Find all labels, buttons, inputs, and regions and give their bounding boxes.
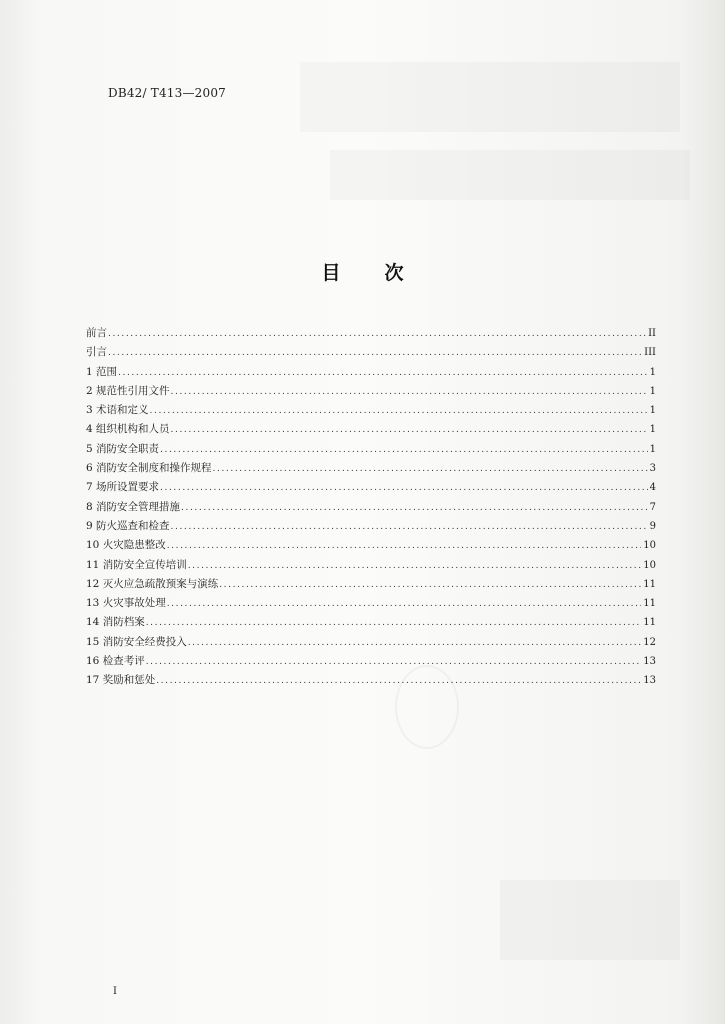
toc-entry[interactable] (86, 363, 656, 382)
toc-entry[interactable] (86, 440, 656, 459)
toc-entry-page: 7 (649, 501, 656, 513)
toc-entry-page: 11 (643, 617, 656, 629)
leader-dots (156, 672, 641, 690)
toc-entry-label: 14 消防档案 (86, 616, 145, 629)
toc-entry[interactable] (86, 420, 656, 439)
page-number: I (113, 986, 117, 997)
toc-entry-page: 9 (649, 520, 656, 532)
toc-entry-page: 4 (649, 482, 656, 494)
toc-entry-page: 10 (643, 540, 656, 552)
toc-entry[interactable] (86, 671, 656, 690)
leader-dots (150, 402, 648, 420)
toc-entry-page: 10 (643, 559, 656, 571)
toc-entry-page: 3 (649, 463, 656, 475)
toc-entry[interactable] (86, 459, 656, 478)
toc-entry[interactable] (86, 536, 656, 555)
toc-title (0, 258, 725, 285)
toc-entry-label: 16 检查考评 (86, 655, 145, 668)
leader-dots (181, 499, 648, 517)
toc-entry-label: 1 范围 (86, 365, 118, 378)
toc-entry-label: 2 规范性引用文件 (86, 384, 170, 397)
toc-entry-label: 前言 (86, 327, 107, 339)
leader-dots (146, 614, 642, 632)
toc-entry-label: 11 消防安全宣传培训 (86, 558, 187, 571)
toc-entry[interactable] (86, 633, 656, 652)
toc-entry[interactable] (86, 613, 656, 632)
leader-dots (118, 364, 648, 382)
toc-entry-label: 4 组织机构和人员 (86, 423, 170, 436)
toc-entry[interactable] (86, 556, 656, 575)
toc-entry[interactable] (86, 517, 656, 536)
table-of-contents (86, 324, 656, 691)
toc-entry-label: 8 消防安全管理措施 (86, 500, 181, 513)
leader-dots (108, 325, 646, 343)
toc-entry-label: 10 火灾隐患整改 (86, 539, 166, 552)
document-code: DB42/ T413—2007 (108, 86, 227, 100)
toc-entry-page: II (648, 328, 656, 339)
toc-entry-label: 13 火灾事故处理 (86, 597, 166, 610)
leader-dots (160, 441, 648, 459)
show-through-band (500, 880, 680, 960)
leader-dots (167, 537, 642, 555)
toc-title-char: 次 (384, 262, 404, 284)
toc-entry-page: III (644, 347, 656, 359)
toc-entry-label: 3 术语和定义 (86, 404, 149, 417)
toc-entry-page: 13 (643, 656, 656, 668)
toc-entry-page: 1 (649, 366, 656, 378)
toc-title-char: 目 (321, 262, 341, 284)
toc-entry[interactable] (86, 401, 656, 420)
leader-dots (219, 576, 641, 594)
toc-entry-page: 1 (649, 424, 656, 436)
toc-entry[interactable] (86, 652, 656, 671)
leader-dots (108, 344, 642, 362)
toc-entry[interactable] (86, 498, 656, 517)
show-through-band (330, 150, 690, 200)
toc-entry-page: 13 (643, 675, 656, 687)
toc-entry[interactable] (86, 324, 656, 343)
toc-entry-label: 12 灭火应急疏散预案与演练 (86, 577, 219, 590)
toc-entry-page: 11 (643, 598, 656, 610)
toc-entry[interactable] (86, 382, 656, 401)
toc-entry-page: 11 (643, 578, 656, 590)
leader-dots (167, 595, 642, 613)
toc-entry[interactable] (86, 343, 656, 362)
toc-entry-label: 引言 (86, 346, 107, 359)
leader-dots (146, 653, 642, 671)
show-through-band (300, 62, 680, 132)
leader-dots (171, 421, 648, 439)
leader-dots (171, 518, 648, 536)
toc-entry-label: 5 消防安全职责 (86, 442, 160, 455)
leader-dots (188, 557, 642, 575)
toc-entry-label: 6 消防安全制度和操作规程 (86, 462, 212, 475)
leader-dots (160, 479, 648, 497)
leader-dots (213, 460, 648, 478)
toc-entry-page: 1 (649, 385, 656, 397)
toc-entry-page: 12 (643, 636, 656, 648)
toc-entry-label: 15 消防安全经费投入 (86, 635, 187, 648)
toc-entry-label: 7 场所设置要求 (86, 481, 160, 494)
toc-entry-label: 9 防火巡查和检查 (86, 519, 170, 532)
toc-entry-page: 1 (649, 405, 656, 417)
leader-dots (188, 634, 642, 652)
toc-entry[interactable] (86, 478, 656, 497)
leader-dots (171, 383, 648, 401)
toc-entry[interactable] (86, 575, 656, 594)
toc-entry[interactable] (86, 594, 656, 613)
toc-entry-label: 17 奖励和惩处 (86, 674, 156, 687)
toc-entry-page: 1 (649, 443, 656, 455)
